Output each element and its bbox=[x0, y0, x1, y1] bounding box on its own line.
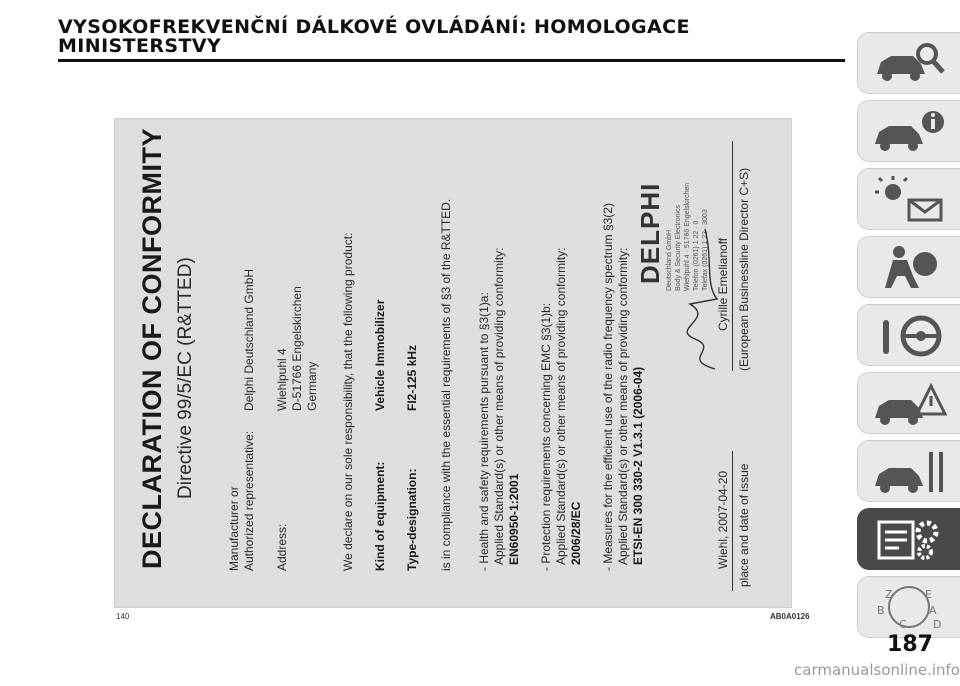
title-rule bbox=[58, 59, 845, 62]
declaration-document bbox=[115, 119, 793, 609]
page-title: VYSOKOFREKVENČNÍ DÁLKOVÉ OVLÁDÁNÍ: HOMOLOGACE MINISTERSTVY bbox=[58, 16, 690, 57]
declare-text: We declare on our sole responsibility, that the following product: bbox=[341, 232, 355, 571]
warning-lights-message-icon bbox=[869, 174, 949, 224]
protection-line-2: Applied Standard(s) or other means of providing conformity: bbox=[554, 247, 568, 565]
protection-line-1: - Protection requirements concerning EMC §3(1)b: bbox=[539, 302, 553, 571]
measures-standard: ETSI-EN 300 330-2 V1.3.1 (2006-04) bbox=[631, 366, 645, 565]
declaration-directive: Directive 99/5/EC (R&TTED) bbox=[175, 257, 196, 499]
stamp-line-2: Body & Security Electronics bbox=[675, 205, 682, 291]
measures-line-2: Applied Standard(s) or other means of providing conformity: bbox=[616, 247, 630, 565]
equipment-label: Kind of equipment: bbox=[373, 461, 387, 571]
car-info-icon bbox=[869, 106, 949, 156]
protection-standard: 2006/28/EC bbox=[569, 501, 583, 565]
place-date: Wiehl, 2007-04-20 bbox=[716, 470, 730, 569]
tab-alphabetical-index[interactable] bbox=[857, 576, 960, 638]
address-line-2: D-51766 Engelskirchen bbox=[290, 286, 304, 411]
signatory-title: (European Businessline Director C+S) bbox=[737, 167, 751, 371]
health-standard: EN60950-1:2001 bbox=[507, 473, 521, 565]
figure-number: 140 bbox=[116, 612, 130, 621]
svg-text:Z: Z bbox=[885, 588, 893, 601]
tab-warning-lights[interactable] bbox=[857, 168, 960, 230]
svg-text:B: B bbox=[877, 604, 885, 617]
signature-line bbox=[732, 141, 733, 371]
manufacturer-label-2: Authorized representative: bbox=[242, 430, 256, 571]
stamp-line-3: Wiehlpuhl 4 · 51766 Engelskirchen bbox=[684, 182, 691, 291]
declaration-scan bbox=[114, 118, 792, 608]
stamp-line-4: Telefon (0261) 1 22 · 0 bbox=[693, 220, 700, 291]
type-value: FI2-125 kHz bbox=[405, 344, 419, 411]
airbag-person-icon bbox=[869, 242, 949, 292]
car-service-tools-icon bbox=[869, 446, 949, 496]
compliance-text: is in compliance with the essential requirements of §3 of the R&TTED. bbox=[439, 198, 453, 571]
tab-emergency[interactable] bbox=[857, 372, 960, 434]
measures-line-1: - Measures for the efficient use of the radio frequency spectrum §3(2) bbox=[601, 203, 615, 571]
watermark: carmanualsonline.info bbox=[794, 661, 960, 679]
manufacturer-label-1: Manufacturer or bbox=[227, 486, 241, 571]
place-date-line bbox=[732, 451, 733, 591]
place-date-label: place and date of issue bbox=[737, 463, 751, 587]
equipment-value: Vehicle Immobilizer bbox=[373, 299, 387, 411]
tab-steering[interactable] bbox=[857, 304, 960, 366]
tab-technical-data[interactable] bbox=[857, 508, 960, 570]
delphi-logo: DELPHI bbox=[635, 182, 665, 284]
health-line-2: Applied Standard(s) or other means of providing conformity: bbox=[492, 247, 506, 565]
stamp-line-1: Deutschland GmbH bbox=[666, 229, 673, 291]
signatory-name: Cyrille Emelianoff bbox=[716, 237, 730, 331]
car-search-icon bbox=[869, 38, 949, 88]
address-label: Address: bbox=[275, 523, 289, 571]
figure-code: AB0A0126 bbox=[770, 612, 810, 621]
stamp-line-5: Telefax (0261) 1 22 · 3003 bbox=[702, 209, 709, 291]
address-line-3: Germany bbox=[305, 361, 319, 411]
tab-car-info[interactable] bbox=[857, 100, 960, 162]
svg-text:A: A bbox=[929, 604, 937, 617]
tab-car-search[interactable] bbox=[857, 32, 960, 94]
tab-airbag-safety[interactable] bbox=[857, 236, 960, 298]
svg-text:E: E bbox=[925, 588, 932, 601]
page-number: 187 bbox=[887, 632, 933, 657]
svg-text:C: C bbox=[899, 618, 907, 631]
manufacturer-value: Delphi Deutschland GmbH bbox=[242, 268, 256, 411]
alphabet-index-icon bbox=[869, 582, 949, 632]
health-line-1: - Health and safety requirements pursuant to §3(1)a: bbox=[477, 292, 491, 571]
type-label: Type-designation: bbox=[405, 468, 419, 571]
svg-text:D: D bbox=[933, 618, 942, 631]
steering-wheel-icon bbox=[869, 310, 949, 360]
address-line-1: Wiehlpuhl 4 bbox=[275, 348, 289, 411]
car-breakdown-icon bbox=[869, 378, 949, 428]
tab-service[interactable] bbox=[857, 440, 960, 502]
declaration-heading: DECLARATION OF CONFORMITY bbox=[137, 128, 167, 569]
technical-data-gears-icon bbox=[869, 514, 949, 564]
